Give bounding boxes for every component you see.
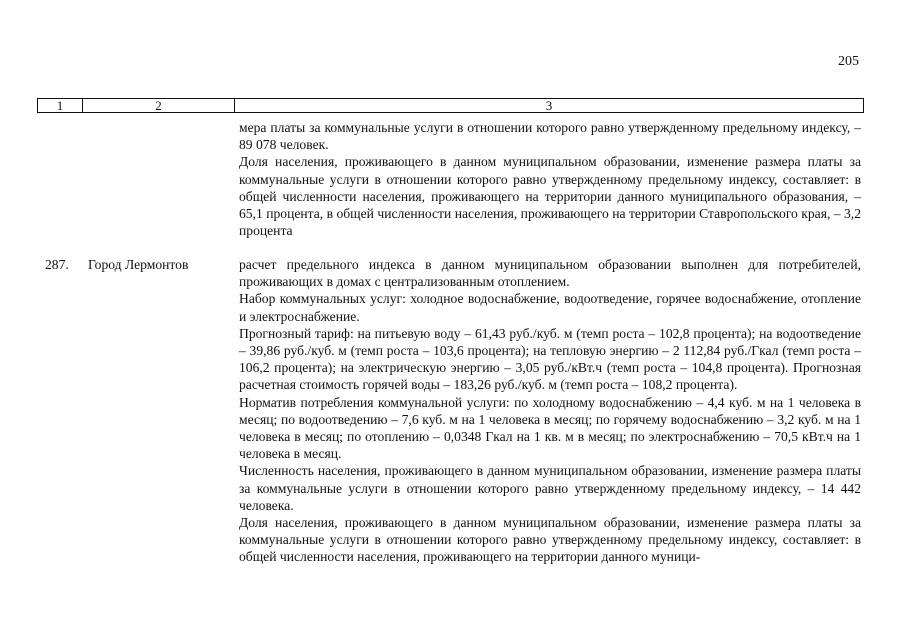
entry-number: 287.	[45, 257, 69, 272]
column-header-1: 1	[38, 99, 83, 112]
paragraph: Численность населения, проживающего в данном муниципальном образовании, изменение размера платы за коммунальные услуги в отношении которого равно утвержденному предельному индексу, – 14 442 человека.	[239, 463, 861, 513]
column-header-3: 3	[545, 98, 553, 113]
entry-name: Город Лермонтов	[88, 257, 189, 272]
column-header-2: 2	[83, 99, 235, 112]
column-header-row	[37, 98, 864, 113]
paragraph: мера платы за коммунальные услуги в отношении которого равно утвержденному предельному индексу, – 89 078 человек.	[239, 120, 861, 153]
continuation-text	[239, 119, 861, 239]
paragraph: Прогнозный тариф: на питьевую воду – 61,43 руб./куб. м (темп роста – 102,8 процента); на водоотведение – 39,86 руб./куб. м (темп роста – 103,6 процента); на тепловую энергию – 2 112,84 руб./Гкал (темп роста – 106,2 процента); на электрическую энергию – 3,05 руб./кВт.ч (темп роста – 104,8 процента). Прогнозная расчетная стоимость горячей воды – 183,26 руб./куб. м (темп роста – 108,2 процента).	[239, 325, 861, 393]
paragraph: Доля населения, проживающего в данном муниципальном образовании, изменение размера платы за коммунальные услуги в отношении которого равно утвержденному предельному индексу, составляет: в общей численности населения, проживающего на территории данного муници-	[239, 515, 861, 565]
paragraph: Набор коммунальных услуг: холодное водоснабжение, водоотведение, горячее водоснабжение, отопление и электроснабжение.	[239, 291, 861, 324]
paragraph: Доля населения, проживающего в данном муниципальном образовании, изменение размера платы за коммунальные услуги в отношении которого равно утвержденному предельному индексу, составляет: в общей численности населения, проживающего на территории данного муниципального образования, – 65,1 процента, в общей численности населения, проживающего на территории Ставропольского края, – 3,2 процента	[239, 154, 861, 239]
page-number: 205	[838, 54, 859, 69]
paragraph: Норматив потребления коммунальной услуги: по холодному водоснабжению – 4,4 куб. м на 1 человека в месяц; по водоотведению – 7,6 куб. м на 1 человека в месяц; по горячему водоснабжению – 3,2 куб. м на 1 человека в месяц; по отоплению – 0,0348 Гкал на 1 кв. м в месяц; по электроснабжению – 70,5 кВт.ч на 1 человека в месяц.	[239, 394, 861, 462]
paragraph: расчет предельного индекса в данном муниципальном образовании выполнен для потребителей, проживающих в домах с централизованным отоплением.	[239, 257, 861, 290]
entry-description	[239, 256, 861, 566]
